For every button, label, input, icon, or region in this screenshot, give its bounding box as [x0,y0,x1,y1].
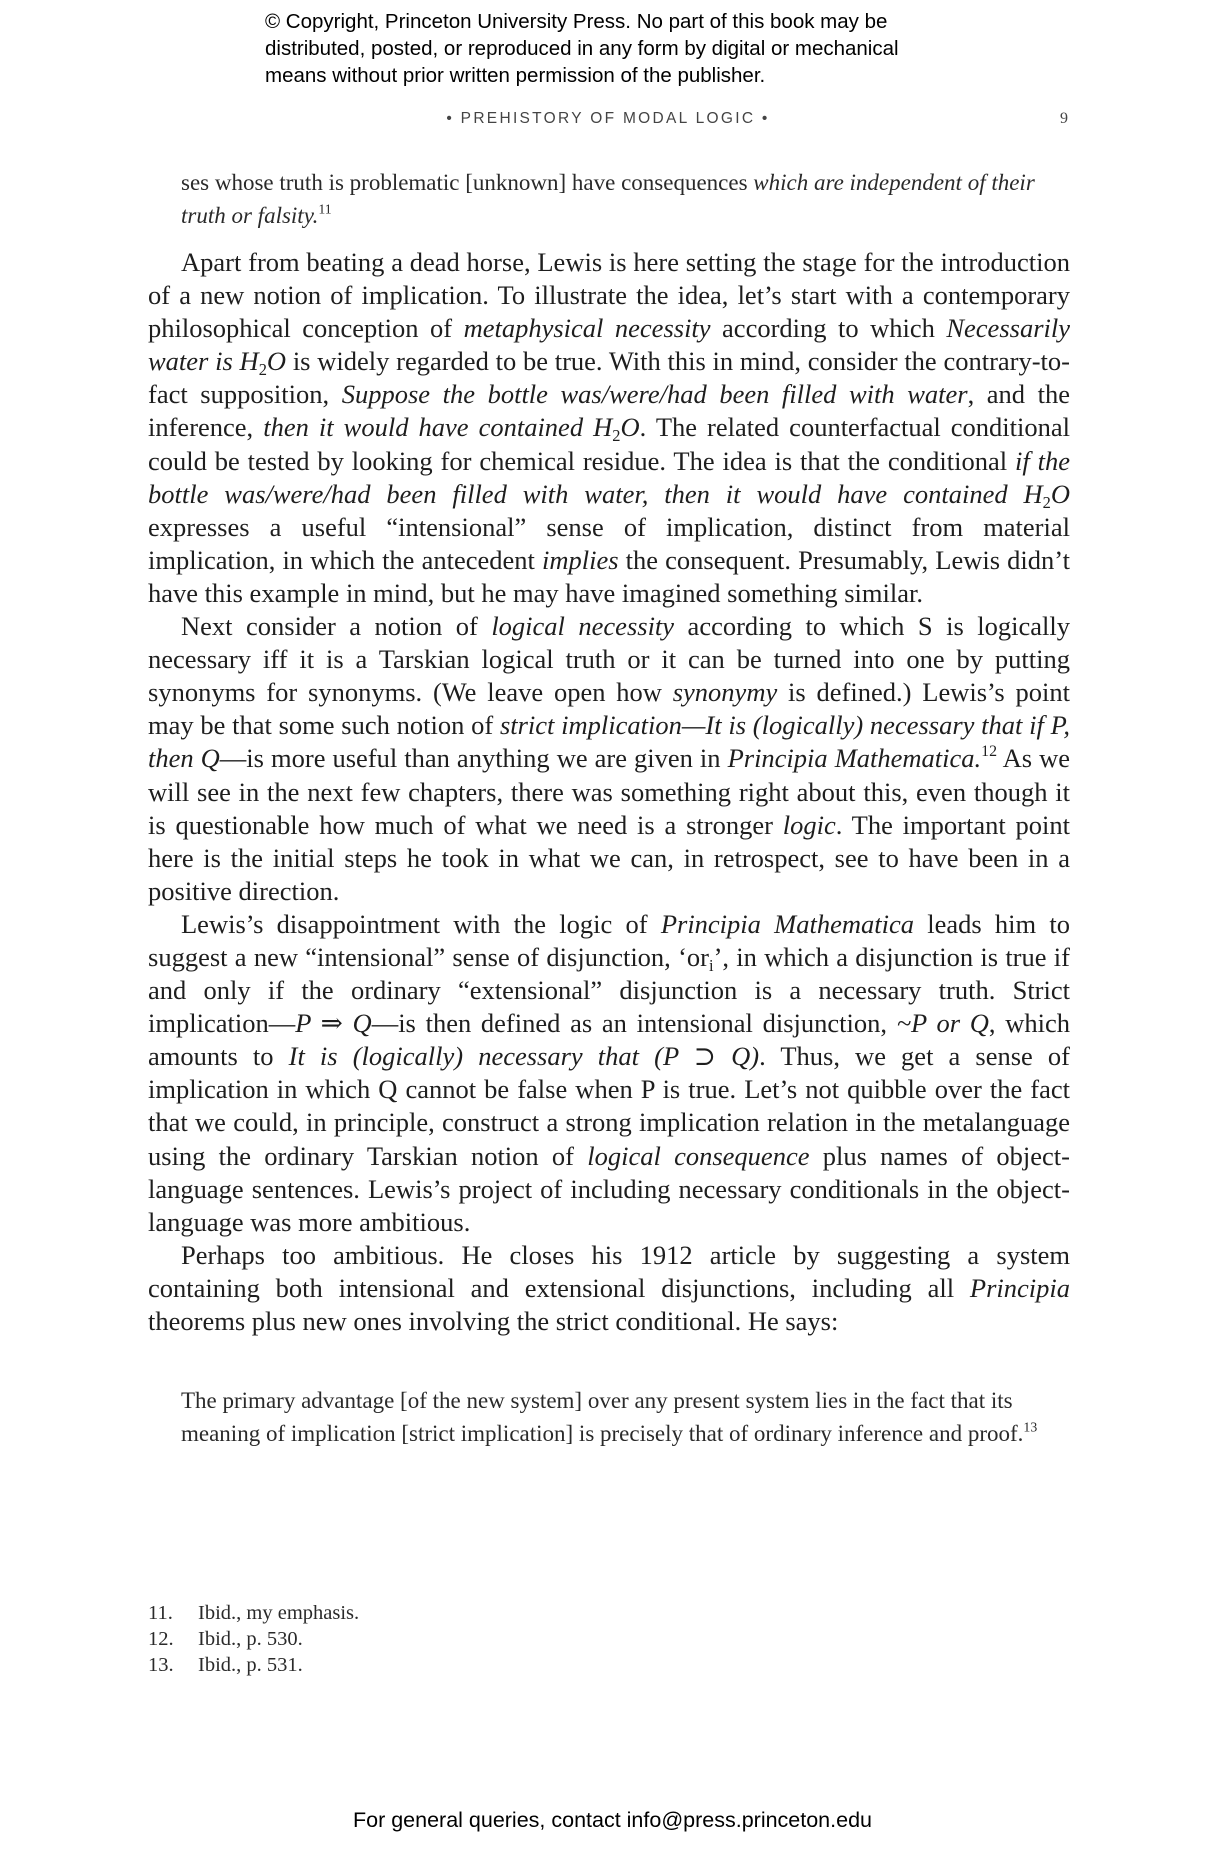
footnote-ref: 13 [1023,1419,1038,1435]
emphasis: P ⇒ Q [295,1008,372,1039]
footnotes [148,1600,1048,1678]
text: plus names of object-language sentences. Lewis’s project of including necessary conditionals in the object-language was more ambitious. [148,1140,1070,1237]
copyright-line: distributed, posted, or reproduced in any form by digital or mechanical [265,37,899,60]
footnote [148,1652,1048,1678]
text: —is then defined as an intensional disjunction, [371,1008,897,1039]
page-number: 9 [1060,110,1068,127]
paragraph [148,908,1070,1239]
block-quote [181,1384,1041,1450]
contact-footer: For general queries, contact info@press.princeton.edu [352,1808,872,1832]
footnote-number: 13. [148,1654,174,1676]
emphasis: ~P or Q [896,1008,989,1039]
footnote-number: 11. [148,1602,173,1624]
text: . The related counterfactual conditional could be tested by looking for chemical residue. The idea is that the conditional [148,412,1071,476]
block-quote [181,166,1041,232]
quote-emphasis: which are independent of their truth or falsity. [181,170,1035,228]
emphasis: It is (logically) necessary that (P ⊃ Q) [288,1041,760,1072]
text: theorems plus new ones involving the strict conditional. He says: [148,1306,839,1336]
subscript: 2 [612,426,621,446]
emphasis: Principia Mathematica. [727,743,982,774]
emphasis: if the bottle was/were/had been filled with water, then it would have contained H [148,445,1070,509]
emphasis: logic [782,809,836,840]
running-head [148,110,1068,134]
footnote-text: Ibid., p. 531. [198,1654,303,1676]
emphasis: metaphysical necessity [463,313,711,344]
text: according to which [710,313,947,344]
emphasis: Principia Mathematica [660,908,914,939]
emphasis: then it would have contained H [263,412,613,443]
emphasis: Necessarily water is H [148,313,1070,377]
text: Lewis’s disappointment with the logic of [181,908,661,939]
text: leads him to suggest a new “intensional” sense of disjunction, ‘or [148,908,1070,972]
text: Apart from beating a dead horse, Lewis is here setting the stage for the introduction of a new notion of implication. To illustrate the idea, let’s start with a contemporary philosophical conception of [148,247,1070,344]
text: according to which S is logically necessary iff it is a Tarskian logical truth or it can be turned into one by putting synonyms for synonyms. (We leave open how [148,611,1070,708]
quote-text: ses whose truth is problematic [unknown] have consequences [181,170,754,195]
emphasis: synonymy [672,677,778,708]
subscript: 2 [258,360,267,380]
text: As we will see in the next few chapters, there was something right about this, even though it is questionable how much of what we need is a stronger [148,743,1070,840]
emphasis: O [620,412,640,443]
text: is defined.) Lewis’s point may be that some such notion of [148,677,1070,741]
copyright-line: means without prior written permission of the publisher. [265,64,766,87]
footnote-ref: 11 [318,201,332,217]
text: ’, in which a disjunction is true if and only if the ordinary “extensional” disjunction is a necessary truth. Strict implication— [148,941,1070,1039]
footnote-number: 12. [148,1628,174,1650]
footnote-ref: 12 [981,743,998,761]
text: the consequent. Presumably, Lewis didn’t have this example in mind, but he may have imagined something similar. [148,544,1070,608]
emphasis: Suppose the bottle was/were/had been filled with water [341,379,968,410]
emphasis: logical consequence [587,1140,810,1171]
footnote [148,1626,1048,1652]
emphasis: O [266,346,287,377]
copyright-notice [265,8,1025,89]
text: . The important point here is the initial steps he took in what we can, in retrospect, see to have been in a positive direction. [148,809,1070,906]
text: —is more useful than anything we are given in [219,743,728,774]
text: Perhaps too ambitious. He closes his 1912 article by suggesting a system containing both intensional and extensional disjunctions, including all [148,1239,1070,1303]
footnote [148,1600,1048,1626]
copyright-line: © Copyright, Princeton University Press. No part of this book may be [265,10,888,33]
emphasis: implies [541,544,619,575]
emphasis: strict implication—It is (logically) necessary that if P, then Q [148,710,1070,774]
text: , which amounts to [148,1008,1070,1072]
paragraph [148,610,1070,908]
paragraph [148,1239,1070,1338]
footnote-text: Ibid., my emphasis. [198,1602,360,1624]
body-text [148,246,1070,1338]
text: Next consider a notion of [181,611,492,642]
text: is widely regarded to be true. With this in mind, consider the contrary-to-fact supposition, [148,346,1070,410]
text: . Thus, we get a sense of implication in which Q cannot be false when P is true. Let’s not quibble over the fact that we could, in principle, construct a strong implication relation in the metalanguage using the ordinary Tarskian notion of [148,1041,1070,1171]
text: expresses a useful “intensional” sense of implication, distinct from material implication, in which the antecedent [148,511,1070,575]
text: , and the inference, [148,379,1070,443]
emphasis: Principia [969,1272,1070,1303]
emphasis: logical necessity [491,611,675,642]
running-head-title: • PREHISTORY OF MODAL LOGIC • [446,110,770,127]
footnote-text: Ibid., p. 530. [198,1628,303,1650]
subscript: i [709,955,714,975]
quote-text: The primary advantage [of the new system] over any present system lies in the fact that its meaning of implication [strict implication] is precisely that of ordinary inference and proof. [181,1388,1024,1446]
emphasis: O [1050,478,1070,509]
paragraph [148,246,1070,610]
subscript: 2 [1042,492,1051,512]
